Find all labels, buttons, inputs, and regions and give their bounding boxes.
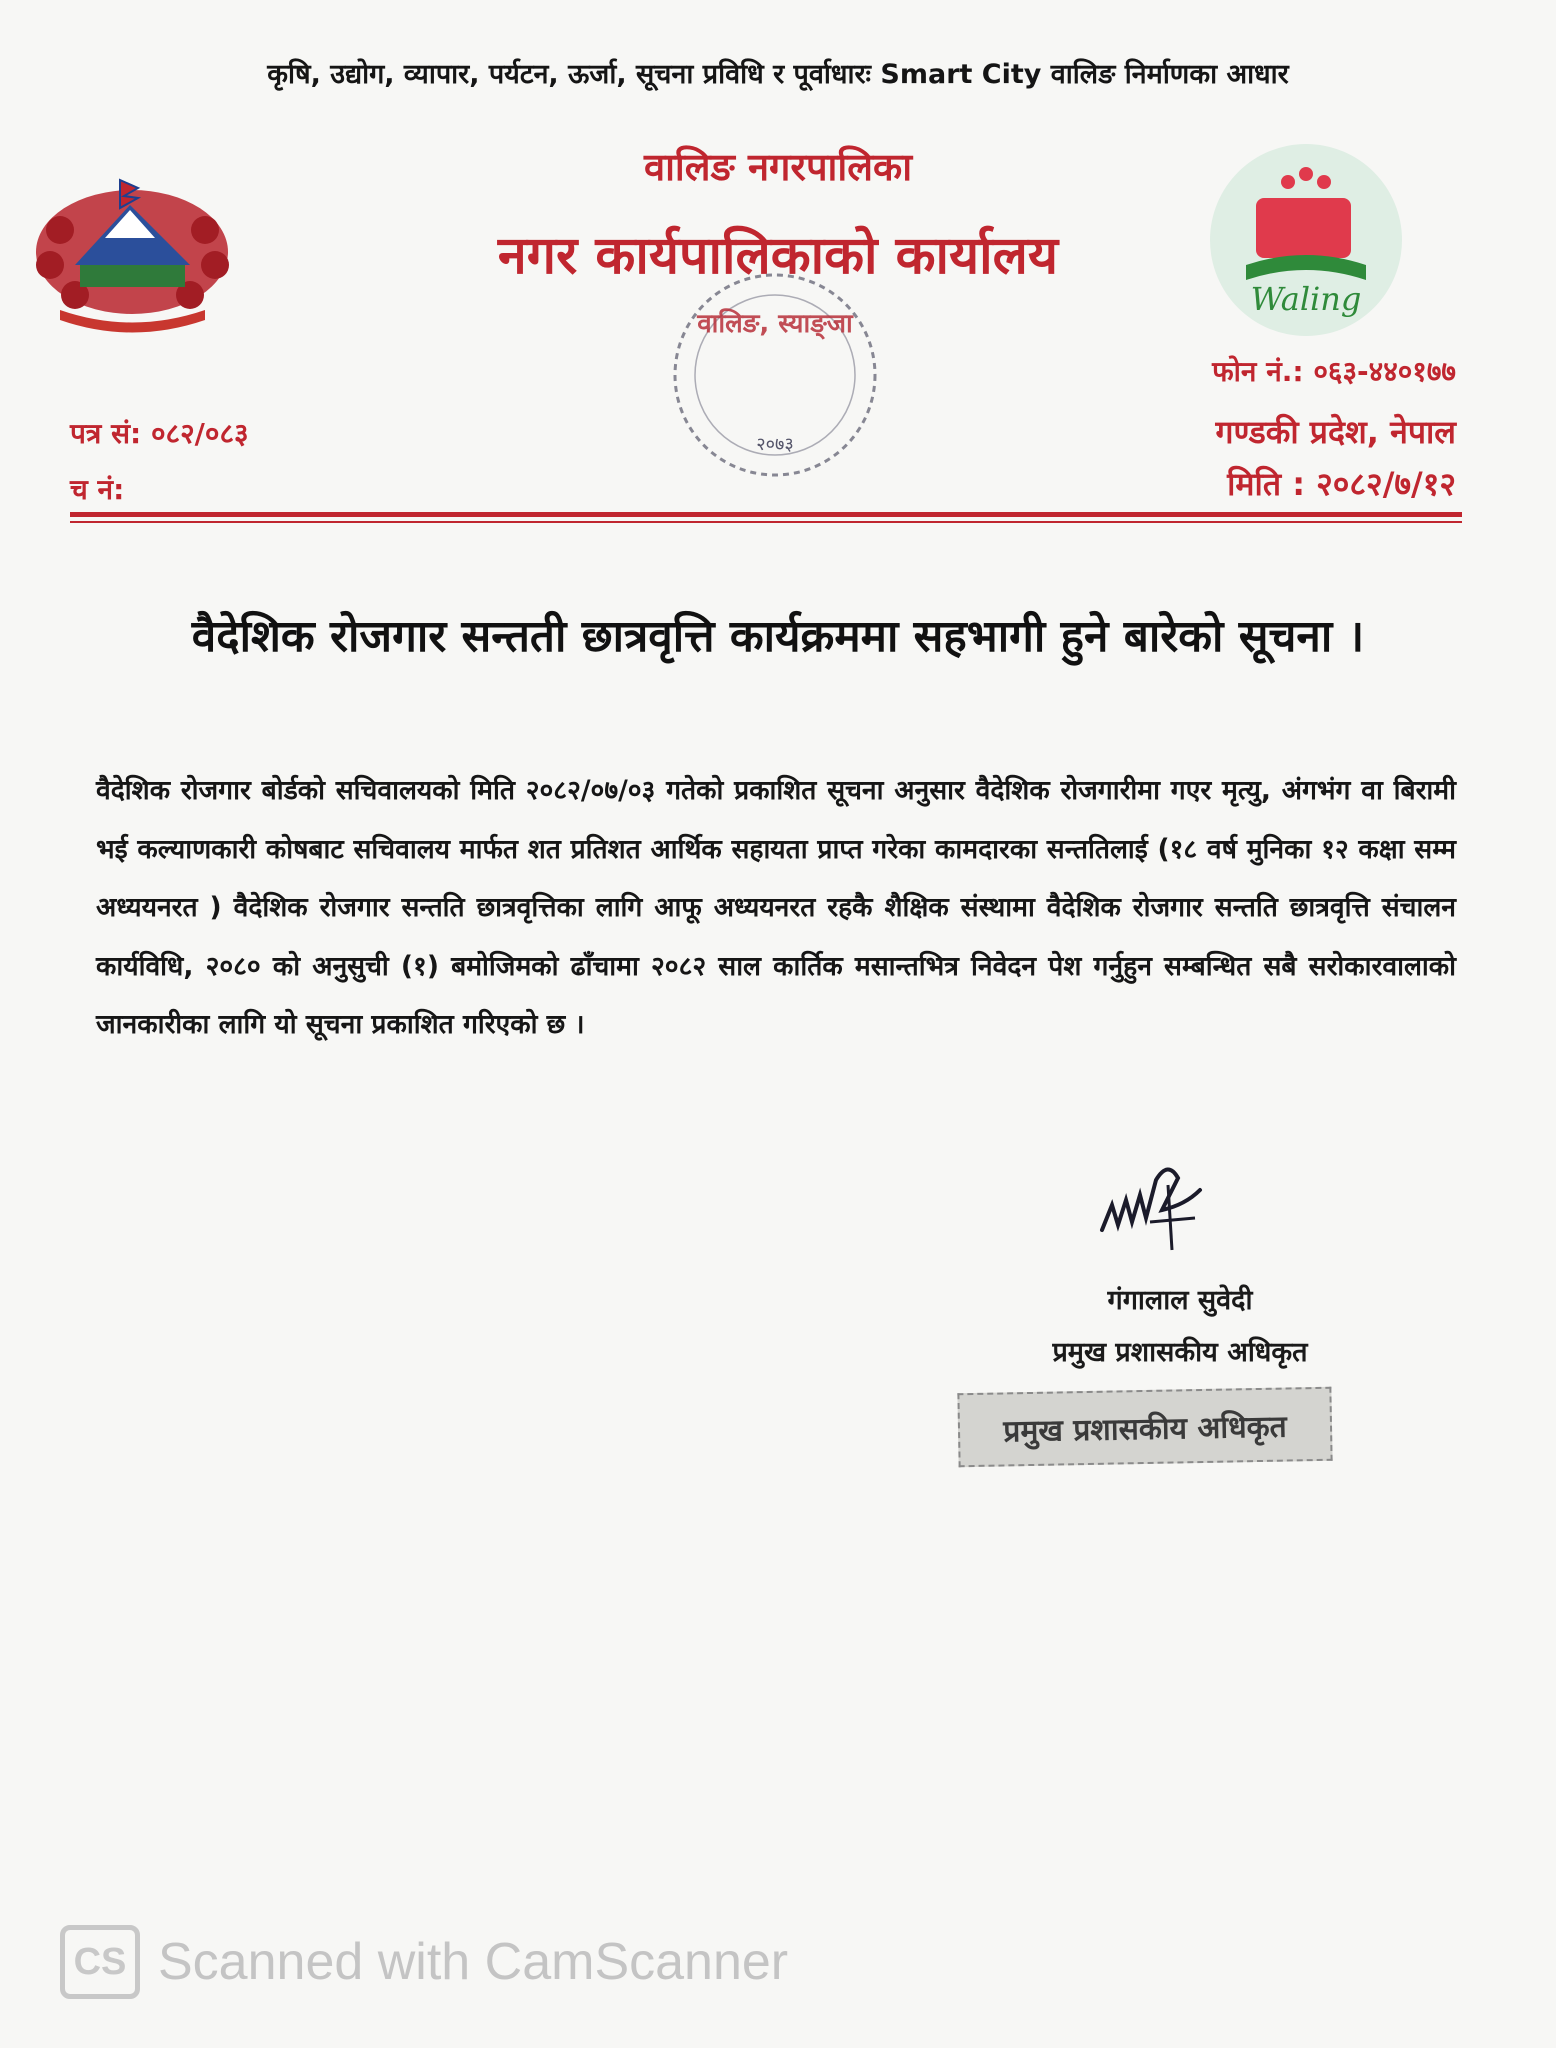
nepal-emblem-icon (20, 160, 245, 340)
camscanner-icon: CS (60, 1925, 140, 1999)
header-divider (70, 512, 1462, 517)
signatory-name: गंगालाल सुवेदी (1107, 1285, 1253, 1316)
office-name: नगर कार्यपालिकाको कार्यालय (497, 226, 1059, 286)
office-round-stamp (640, 260, 910, 490)
letter-number: पत्र सं: ०८२/०८३ (70, 417, 249, 450)
province-address: गण्डकी प्रदेश, नेपाल (1215, 413, 1456, 451)
header-tagline: कृषि, उद्योग, व्यापार, पर्यटन, ऊर्जा, सूचना प्रविधि र पूर्वाधारः Smart City वालिङ निर्माणका आधार (267, 59, 1289, 90)
title-rubber-stamp: प्रमुख प्रशासकीय अधिकृत (957, 1387, 1332, 1468)
waling-city-logo (1206, 140, 1406, 340)
handwritten-signature (1090, 1150, 1230, 1260)
signatory-title: प्रमुख प्रशासकीय अधिकृत (1052, 1337, 1308, 1368)
letter-date: मिति : २०८२/७/१२ (1227, 465, 1456, 503)
notice-body: वैदेशिक रोजगार बोर्डको सचिवालयको मिति २०८२/०७/०३ गतेको प्रकाशित सूचना अनुसार वैदेशिक रोजगारीमा गएर मृत्यु, अंगभंग वा बिरामी भई कल्याणकारी कोषबाट सचिवालय मार्फत शत प्रतिशत आर्थिक सहायता प्राप्त गरेका कामदारका सन्ततिलाई (१८ वर्ष मुनिका १२ कक्षा सम्म अध्ययनरत ) वैदेशिक रोजगार सन्तति छात्रवृत्तिका लागि आफू अध्ययनरत रहकै शैक्षिक संस्थामा वैदेशिक रोजगार सन्तति छात्रवृत्ति संचालन कार्यविधि, २०८० को अनुसुची (१) बमोजिमको ढाँचामा २०८२ साल कार्तिक मसान्तभित्र निवेदन पेश गर्नुहुन सम्बन्धित सबै सरोकारवालाको जानकारीका लागि यो सूचना प्रकाशित गरिएको छ । (96, 775, 1456, 1040)
dispatch-number: च नं: (70, 473, 125, 506)
header-divider-thin (70, 521, 1462, 523)
stamp-year: २०७३ (756, 434, 794, 455)
notice-subject: वैदेशिक रोजगार सन्तती छात्रवृत्ति कार्यक्रममा सहभागी हुने बारेको सूचना । (191, 611, 1365, 662)
stamp-text: वालिङ, स्याङ्जा (697, 309, 853, 339)
waling-logo-icon (1206, 140, 1406, 340)
municipality-name: वालिङ नगरपालिका (643, 145, 913, 189)
phone-number: फोन नं.: ०६३-४४०१७७ (1212, 355, 1456, 388)
logo-text: Waling (1250, 280, 1362, 318)
watermark-text: Scanned with CamScanner (158, 1933, 789, 1991)
camscanner-watermark (60, 1925, 788, 1999)
